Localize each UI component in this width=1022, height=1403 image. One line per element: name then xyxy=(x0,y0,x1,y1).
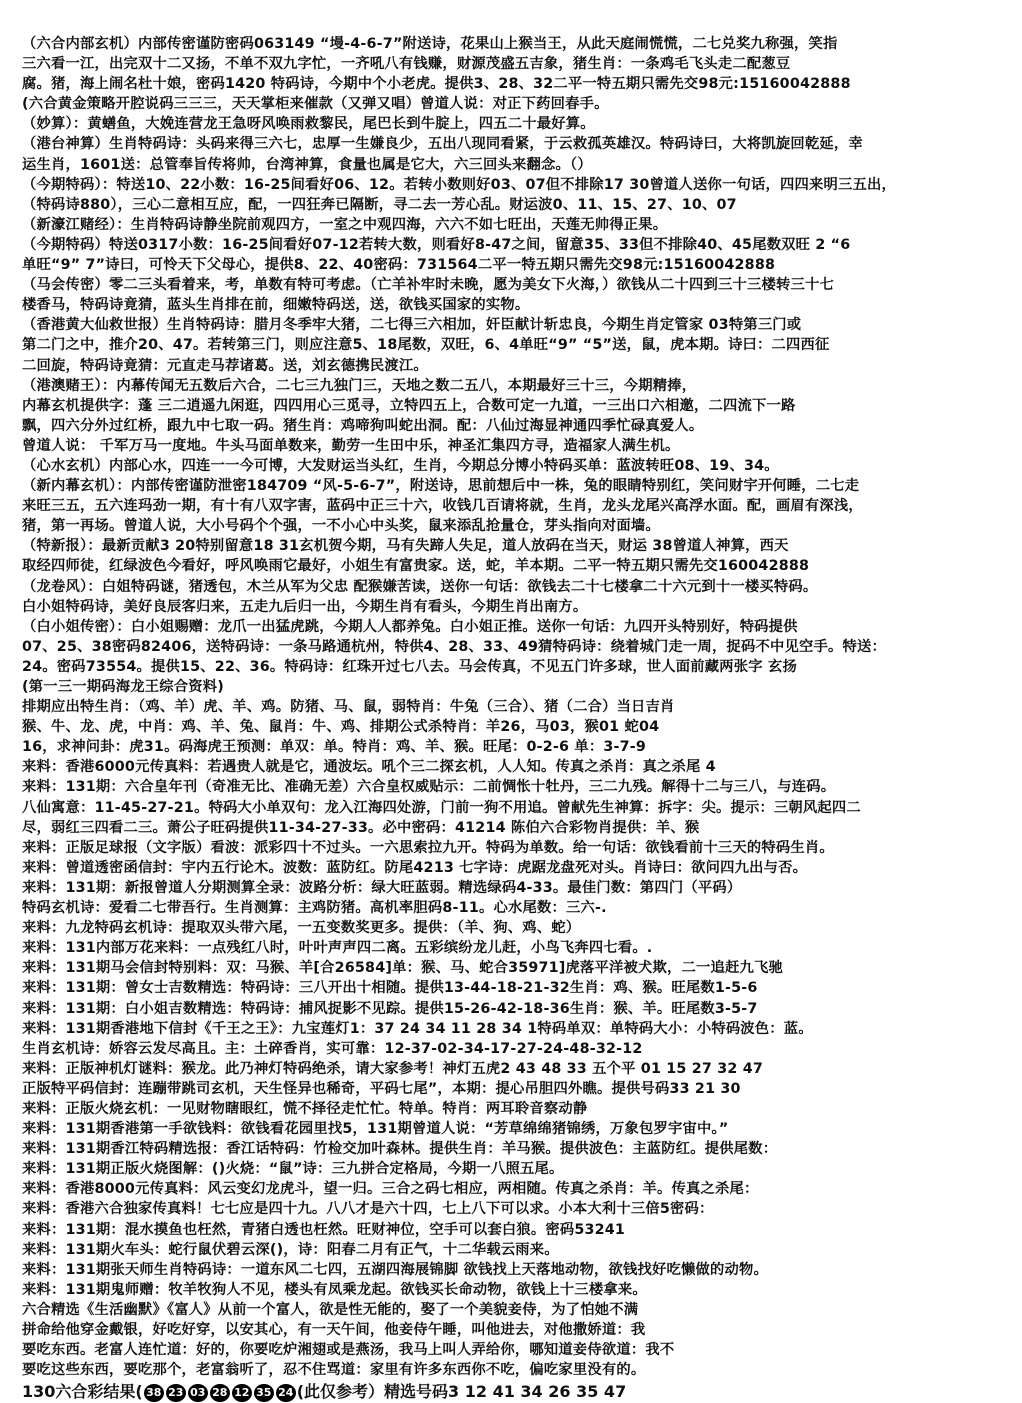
text-line: 单旺“9” 7”诗曰，可怜天下父母心，提供8、22、40密码：731564二平一特五期只需先交98元:15160042888 xyxy=(22,257,776,274)
text-line: 16，求神问卦：虎31。码海虎王预测：单双：单。特肖：鸡、羊、猴。旺尾：0-2-6 单：3-7-9 xyxy=(22,739,647,756)
text-line: 来料：131期香港第一手欲钱料：欲钱看花园里找5，131期曾道人说：“芳草绵绵猪锦绣，万象包罗宇宙中。” xyxy=(22,1121,729,1138)
text-line: 来旺三五，五六连玛劲一期，有十有八双字害，蓝码中正三十六，收钱几百请将就，生肖，龙头龙尾兴高浮水面。配，画眉有深浅， xyxy=(22,498,863,515)
text-line: 来料：九龙特码玄机诗：提取双头带六尾，一五变数奖更多。提供：（羊、狗、鸡、蛇） xyxy=(22,920,581,937)
result-line xyxy=(22,1381,1000,1403)
text-line: 来料：131期：六合皇年刊（奇准无比、准确无差）六合皇权威贴示：二前惆怅十牡丹，三二九残。解得十二与三八，与连码。 xyxy=(22,779,836,796)
text-line: 来料：131期张天师生肖特码诗：一道东风二七四，五湖四海展锦脚 欲钱找上天落地动物，欲钱找好吃懒做的动物。 xyxy=(22,1261,768,1278)
result-ball: 12 xyxy=(232,1384,252,1402)
text-line: （港澳赌王）：内幕传闻无五数后六合，二七三九独门三，天地之数二五八，本期最好三十三，今期精捧， xyxy=(22,377,697,394)
result-ball: 03 xyxy=(188,1384,208,1402)
text-line: 来料：正版神机灯谜料：猴龙。此乃神灯特码绝杀，请大家参考！神灯五虎2 43 48 33 五个平 01 15 27 32 47 xyxy=(22,1060,763,1077)
text-line: 白小姐特码诗，美好良辰客归来，五走九后归一出，今期生肖有看头，今期生肖出南方。 xyxy=(22,598,588,615)
text-line: 二回旋，特码诗竟猜：元直走马荐诸葛。送，刘玄德携民渡江。 xyxy=(22,357,428,374)
text-line: 取经四师徒，红绿波色今看好，呼风唤雨它最好，小姐生有富贵家。送，蛇，羊本期。二平一特五期只需先交160042888 xyxy=(22,558,810,575)
text-line: 来料：131内部万花来料：一点残红八时，叶叶声声四二离。五彩缤纷龙儿赶，小鸟飞奔四七看。. xyxy=(22,940,653,957)
result-picks: 3 12 41 34 26 35 47 xyxy=(448,1382,627,1402)
text-line: 来料：正版足球报（文字版）看波：派彩四十不过头。一六思索拉九开。特码为单数。给一句话：欲钱看前十三天的特码生肖。 xyxy=(22,839,834,856)
text-line: 来料：正版火烧玄机：一见财物瞎眼红，慌不择径走忙忙。特单。特肖：两耳聆音察动静 xyxy=(22,1100,588,1117)
result-ball: 28 xyxy=(210,1384,230,1402)
text-line: （新濠江赌经）：生肖特码诗静坐院前观四方，一室之中观四海，六六不如七旺出，天莲无帅得正果。 xyxy=(22,216,668,233)
text-line: 腐。猪，海上闹名杜十娘，密码1420 特码诗，今期中个小老虎。提供3、28、32二平一特五期只需先交98元:15160042888 xyxy=(22,76,851,93)
text-line: （今期特码）：特送10、22小数：16-25间看好06、12。若转小数则好03、07但不排除17 30曾道人送你一句话，四四来明三五出， xyxy=(22,176,896,193)
text-line: 来料：131期：混水摸鱼也枉然，青猪白透也枉然。旺财神位，空手可以套白狼。密码53241 xyxy=(22,1221,626,1238)
text-line: （特新报）：最新贡献3 20特别留意18 31玄机贺今期，马有失蹄人失足，道人放码在当天，财运 38曾道人神算，西天 xyxy=(22,538,789,555)
text-line: （香港黄大仙救世报）生肖特码诗：腊月冬季牢大猪，二七得三六相加，奸臣献计斩忠良，今期生肖定管家 03特第三门或 xyxy=(22,317,802,334)
text-line: 来料：131期：曾女士吉数精选：特码诗：三八开出十相随。提供13-44-18-21-32生肖：鸡、猴。旺尾数1-5-6 xyxy=(22,980,758,997)
text-line: （六合内部玄机）内部传密谨防密码063149 “墁-4-6-7”附送诗，花果山上猴当王，从此天庭闹慌慌，二七兑奖九称强，笑指 xyxy=(22,36,838,52)
result-ball: 23 xyxy=(166,1384,186,1402)
text-line: （妙算）：黄蟮鱼，大娩连营龙王急呀风唤雨救黎民，尾巴长到牛腚上，四五二十最好算。 xyxy=(22,116,595,133)
text-line: 来料：131期：白小姐吉数精选：特码诗：捕风捉影不见踪。提供15-26-42-18-36生肖：猴、羊。旺尾数3-5-7 xyxy=(22,1000,758,1017)
text-line: 24。密码73554。提供15、22、36。特码诗：红珠开过七八去。马会传真，不见五门许多球，世人面前藏两张字 玄扬 xyxy=(22,658,797,675)
result-label: 130六合彩结果 xyxy=(22,1382,136,1402)
text-line: 排期应出特生肖：（鸡、羊）虎、羊、鸡。防猪、马、鼠，弱特肖：牛兔（三合）、猪（二合）当日吉肖 xyxy=(22,699,675,716)
text-line: 六合精选《生活幽默》《富人》从前一个富人，欲是性无能的，娶了一个美貌妾侍，为了怕她不满 xyxy=(22,1301,639,1318)
text-line: 来料：131期正版火烧图解：()火烧：“鼠”诗：三九拼合定格局，今期一八照五尾。 xyxy=(22,1161,564,1178)
text-line: 特码玄机诗：爱看二七带吾行。生肖测算：主鸡防猪。高机率胆码8-11。心水尾数：三六-. xyxy=(22,900,607,917)
result-ball: 24 xyxy=(276,1384,296,1402)
text-line: (第一三一期码海龙王综合资料) xyxy=(22,679,224,695)
text-line: （港台神算）生肖特码诗：头码来得三六七，忠厚一生嫌良少，五出八现同看紧，于云救孤英雄汉。特码诗曰，大将凯旋回乾延，幸 xyxy=(22,136,863,153)
text-line: 来料：香港6000元传真料：若遇贵人就是它，通波坛。吼个三二探玄机，人人知。传真之杀肖：真之杀尾 4 xyxy=(22,759,716,776)
text-line: （龙卷风）：白姐特码谜，猪透包，木兰从军为父忠 配猴嫌苦读，送你一句话：欲钱去二十七楼拿二十六元到十一楼买特码。 xyxy=(22,578,818,595)
text-line: 要吃东西。老富人连忙道：好的，你要吃炉湘翅或是燕汤，我马上叫人弄给你，哪知道妾侍欲道：我不 xyxy=(22,1342,675,1359)
text-line: 生肖玄机诗：娇容云发尽高且。主：土碎香肖，实可靠：12-37-02-34-17-27-24-48-32-12 xyxy=(22,1040,643,1057)
text-line: （心水玄机）内部心水，四连一一今可博，大发财运当头红，生肖，今期总分博小特码买单：蓝波转旺08、19、34。 xyxy=(22,457,779,474)
text-line: 运生肖，1601送：总管奉旨传将帅，台湾神算，食量也属是它大，六三回头来翻念。（） xyxy=(22,156,592,173)
text-line: 第二门之中，推介20、47。若转第三门，则应注意5、18尾数，双旺，6、4单旺“9” “5”送，鼠，虎本期。诗曰：二四西征 xyxy=(22,337,830,354)
text-line: （今期特码）特送0317小数：16-25间看好07-12若转大数，则看好8-47之间，留意35、33但不排除40、45尾数双旺 2 “6 xyxy=(22,236,851,253)
text-line: 三六看一江，出完双十二又扬，不单不双九字忙，一齐吼八有钱赚，财源茂盛五吉象，猪生肖：一条鸡毛飞头走二配葱豆 xyxy=(22,56,791,73)
text-line: 来料：131期马会信封特别料：双：马猴、羊[合26584]单：猴、马、蛇合35971]虎落平洋被犬欺，二一追赶九飞驰 xyxy=(22,960,783,977)
text-line: 来料：131期：新报曾道人分期测算全录：波路分析：绿大旺蓝弱。精选绿码4-33。最佳门数：第四门（平码） xyxy=(22,879,742,896)
text-line: 来料：曾道透密函信封：宇内五行论木。波数：蓝防红。防尾4213 七字诗：虎踞龙盘死对头。肖诗曰：欲问四九出与否。 xyxy=(22,859,808,876)
result-ball: 35 xyxy=(254,1384,274,1402)
text-line: 尽，弱红三四看二三。萧公子旺码提供11-34-27-33。必中密码：41214 陈伯六合彩物肖提供：羊、猴 xyxy=(22,819,700,836)
text-line: (六合黄金策略开腔说码三三三，天天掌柜来催款（又弹又唱）曾道人说：对正下药回春手。 xyxy=(22,96,609,113)
result-note: (此仅参考）精选号码 xyxy=(296,1382,449,1402)
result-balls xyxy=(143,1382,297,1401)
text-line: 猴、牛、龙、虎，中肖：鸡、羊、兔、鼠肖：牛、鸡、排期公式杀特肖：羊26，马03，猴01 蛇04 xyxy=(22,719,660,736)
text-line: 曾道人说： 千军万马一度地。牛头马面单数来，勤劳一生田中乐，神圣汇集四方寻，造福家人满生机。 xyxy=(22,437,680,454)
text-line: 来料：131期火车头：蛇行鼠伏碧云深()，诗：阳春二月有正气，十二华载云雨来。 xyxy=(22,1241,559,1258)
result-ball: 38 xyxy=(144,1384,164,1402)
text-line: 来料：香港六合独家传真料！七七应是四十九。八八才是六十四，七上八下可以求。小本大利十三倍5密码： xyxy=(22,1201,714,1218)
text-line: （特码诗880），三心二意相互应，配，一四狂奔已隔断，寻二去一芳心乱。财运波0、11、15、27、10、07 xyxy=(22,196,737,213)
text-line: 07、25、38密码82406，送特码诗：一条马路通杭州，特供4、28、33、49猜特码诗：绕着城门走一周，捉码不中见空手。特送： xyxy=(22,638,887,655)
open-paren: ( xyxy=(135,1382,143,1402)
text-line: 来料：香港8000元传真料：风云变幻龙虎斗，望一归。三合之码七相应，两相随。传真之杀肖：羊。传真之杀尾： xyxy=(22,1181,759,1198)
text-body xyxy=(22,34,1000,1380)
text-line: （新内幕玄机）：内部传密谨防泄密184709 “风-5-6-7”，附送诗，思前想后中一株，兔的眼睛特别红，笑问财宇开何睡，二七走 xyxy=(22,478,860,495)
text-line: 来料：131期香江特码精选报：香江话特码：竹检交加叶森林。提供生肖：羊马猴。提供波色：主蓝防红。提供尾数： xyxy=(22,1141,778,1158)
text-line: 正版特平码信封：连蹦带跳司玄机，天生怪异也稀奇，平码七尾”，本期：提心吊胆四外瞧。提供号码33 21 30 xyxy=(22,1080,741,1097)
text-line: 八仙寓意：11-45-27-21。特码大小单双句：龙入江海四处游，门前一狗不用追。曾献先生神算：拆字：尖。提示：三朝风起四二 xyxy=(22,799,861,816)
text-line: 来料：131期鬼师赠：牧羊牧狗人不见，楼头有凤乘龙起。欲钱买长命动物，欲钱上十三楼拿来。 xyxy=(22,1281,647,1298)
text-line: 猪，第一再场。曾道人说，大小号码个个强，一不小心中头奖，鼠来添乱抢量仓，芽头指向对面墙。 xyxy=(22,518,660,535)
text-line: （马会传密）零二三头看着来，考，单数有特可考虑。（亡羊补牢时未晚，愿为美女下火海，）欲钱从二十四到三十三楼转三十七 xyxy=(22,277,835,294)
text-line: （白小姐传密）：白小姐赐赠：龙爪一出猛虎跳，今期人人都养兔。白小姐正推。送你一句话：九四开头特别好，特码提供 xyxy=(22,618,798,635)
text-line: 要吃这些东西，要吃那个，老富翁听了，忍不住骂道：家里有许多东西你不吃，偏吃家里没有的。 xyxy=(22,1362,646,1379)
text-line: 楼香马，特码诗竟猜，蓝头生肖排在前，细嫩特码送，送，欲钱买国家的实物。 xyxy=(22,297,530,314)
text-line: 飘，四六分外过红桥，跟九中七取一码。猪生肖：鸡啼狗叫蛇出洞。配：八仙过海显神通四季忙碌真爱人。 xyxy=(22,417,704,434)
text-line: 来料：131期香港地下信封《千王之王》：九宝莲灯1：37 24 34 11 28 34 1特码单双：单特码大小：小特码波色：蓝。 xyxy=(22,1020,813,1037)
text-line: 拼命给他穿金戴银，好吃好穿，以安其心，有一天午间，他妾侍午睡，叫他进去，对他撒娇道：我 xyxy=(22,1322,646,1338)
text-line: 内幕玄机提供字：蓬 三二逍遥九闲逛，四四用心三觅寻，立特四五上，合数可定一九道，一三出口六相邀，二四流下一路 xyxy=(22,397,796,414)
